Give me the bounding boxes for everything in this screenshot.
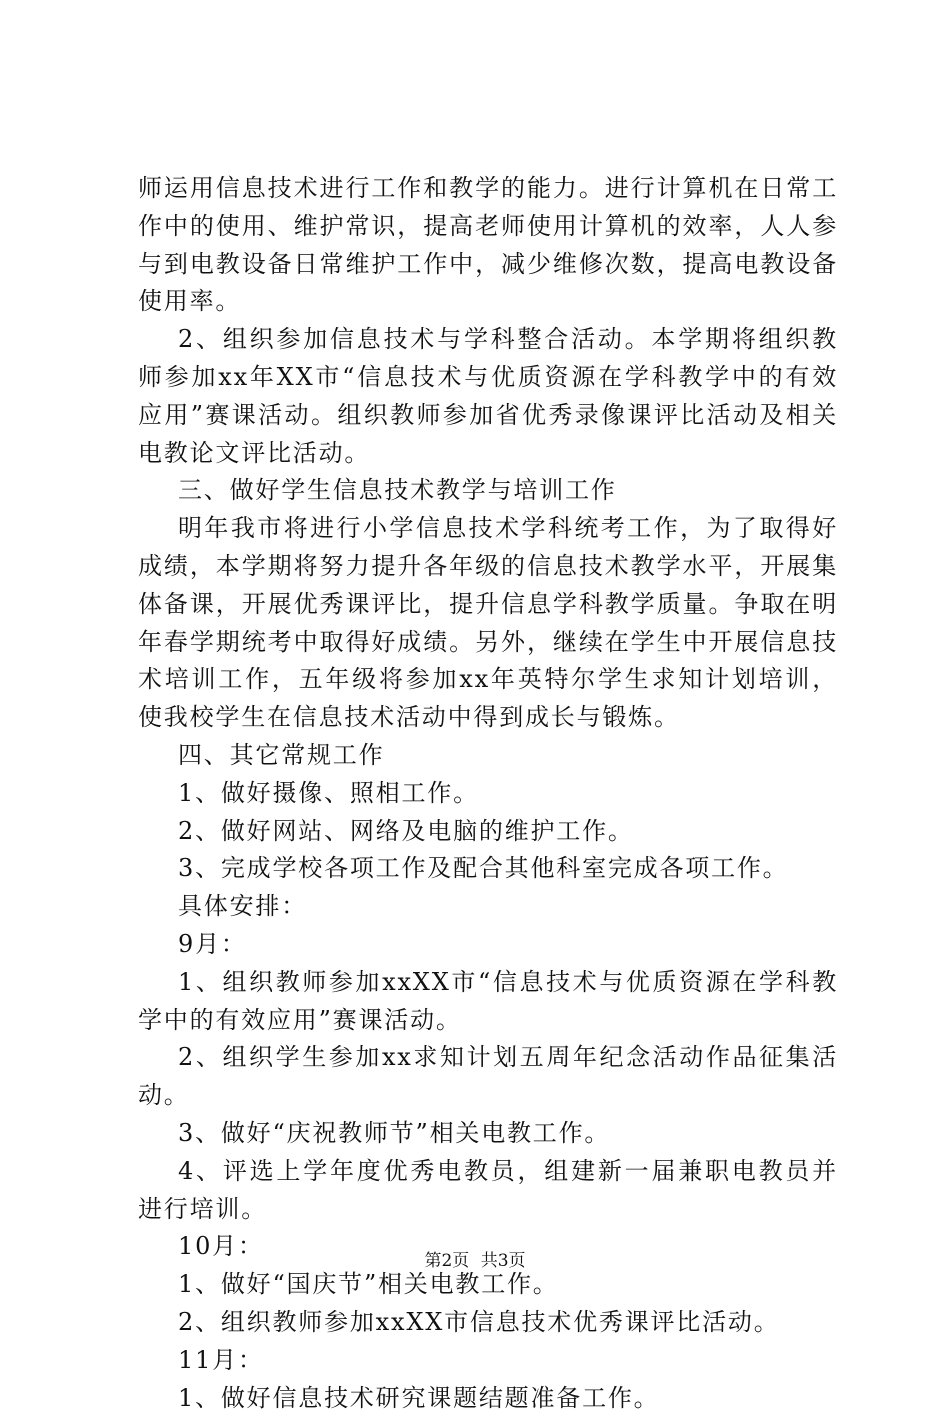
schedule-heading: 具体安排：	[138, 888, 838, 926]
list-item: 4、评选上学年度优秀电教员，组建新一届兼职电教员并进行培训。	[138, 1153, 838, 1229]
list-item: 2、组织学生参加xx求知计划五周年纪念活动作品征集活动。	[138, 1039, 838, 1115]
paragraph-item-2: 2、组织参加信息技术与学科整合活动。本学期将组织教师参加xx年XX市“信息技术与优质资源在学科教学中的有效应用”赛课活动。组织教师参加省优秀录像课评比活动及相关电教论文评比活动。	[138, 321, 838, 472]
month-heading-november: 11月：	[138, 1342, 838, 1380]
month-heading-october: 10月：	[138, 1228, 838, 1266]
list-item: 1、组织教师参加xxXX市“信息技术与优质资源在学科教学中的有效应用”赛课活动。	[138, 964, 838, 1040]
list-item: 2、做好网站、网络及电脑的维护工作。	[138, 813, 838, 851]
list-item: 2、组织教师参加xxXX市信息技术优秀课评比活动。	[138, 1304, 838, 1342]
paragraph-continuation: 师运用信息技术进行工作和教学的能力。进行计算机在日常工作中的使用、维护常识，提高老师使用计算机的效率，人人参与到电教设备日常维护工作中，减少维修次数，提高电教设备使用率。	[138, 170, 838, 321]
list-item: 1、做好信息技术研究课题结题准备工作。	[138, 1380, 838, 1417]
document-body	[138, 170, 838, 1417]
section-heading-4: 四、其它常规工作	[138, 737, 838, 775]
list-item: 1、做好摄像、照相工作。	[138, 775, 838, 813]
month-heading-september: 9月：	[138, 926, 838, 964]
list-item: 3、完成学校各项工作及配合其他科室完成各项工作。	[138, 850, 838, 888]
page-number-footer: 第2页 共3页	[0, 1246, 950, 1271]
section-heading-3: 三、做好学生信息技术教学与培训工作	[138, 472, 838, 510]
paragraph-student-training: 明年我市将进行小学信息技术学科统考工作，为了取得好成绩，本学期将努力提升各年级的信息技术教学水平，开展集体备课，开展优秀课评比，提升信息学科教学质量。争取在明年春学期统考中取得好成绩。另外，继续在学生中开展信息技术培训工作，五年级将参加xx年英特尔学生求知计划培训，使我校学生在信息技术活动中得到成长与锻炼。	[138, 510, 838, 737]
list-item: 1、做好“国庆节”相关电教工作。	[138, 1266, 838, 1304]
list-item: 3、做好“庆祝教师节”相关电教工作。	[138, 1115, 838, 1153]
